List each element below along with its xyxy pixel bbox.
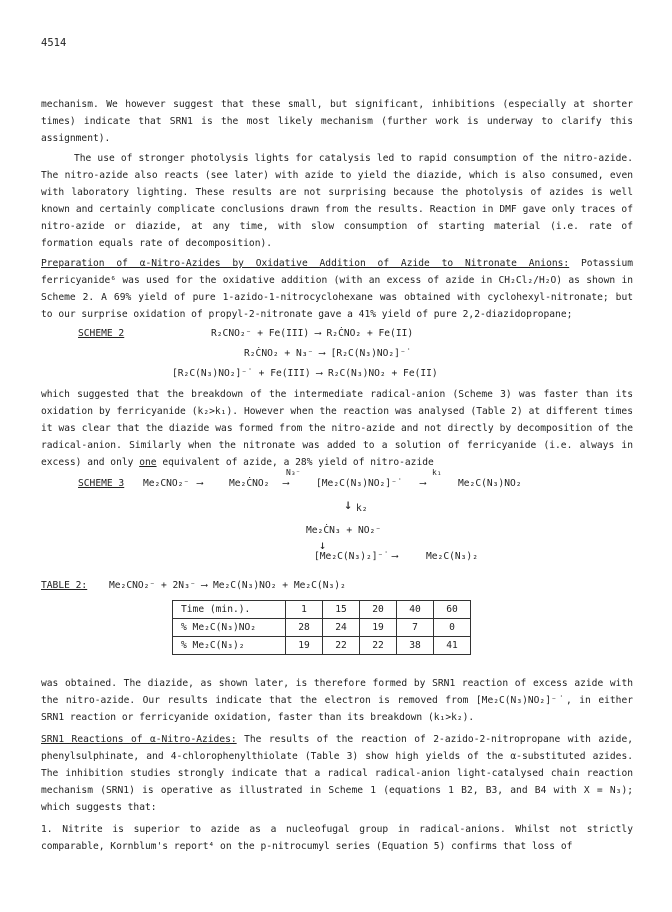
- table-cell: 22: [360, 637, 397, 655]
- paragraph-4-text: was obtained. The diazide, as shown later, is therefore formed by SRN1 reaction of excess azide with the nitro-azide. Our results indicate that the electron is removed from [Me₂C(N₃)NO₂]⁻˙, in either SRN1 reaction or ferricyanide oxidation, faster than its breakdown (k₁>k₂).: [41, 678, 633, 724]
- section-2-body: The results of the reaction of 2-azido-2-nitropropane with azide, phenylsulphinate, and 4-chlorophenylthiolate (Table 3) show high yields of the α-substituted azides. The inhibition studies strongly indicate that a radical radical-anion light-catalysed chain reaction mechanism (SRN1) is operative as illustrated in Scheme 1 (equations 1 B2, B3, and B4 with X = N₃); which suggests that:: [41, 734, 634, 814]
- table-cell: 22: [323, 637, 360, 655]
- table-cell: 24: [323, 619, 360, 637]
- scheme-3-diazide-radical-anion: [Me₂C(N₃)₂]⁻˙: [314, 551, 390, 562]
- table-cell: 0: [434, 619, 471, 637]
- scheme-2-label: SCHEME 2: [78, 328, 125, 339]
- scheme-3-diazide: Me₂C(N₃)₂: [426, 551, 478, 562]
- table-row: [173, 637, 471, 655]
- paragraph-1: [41, 96, 633, 147]
- table-cell: 38: [397, 637, 434, 655]
- paragraph-2-text: The use of stronger photolysis lights for catalysis led to rapid consumption of the nitro-azide. The nitro-azide also reacts (see later) with azide to yield the diazide, which is also consumed, even with laboratory lighting. These results are not surprising because the photolysis of azides is well known and certainly complicate conclusions drawn from the results. Reaction in DMF gave only traces of nitro-azide or diazide, at any time, with slow consumption of starting material (i.e. rate of formation equals rate of decomposition).: [41, 153, 633, 250]
- section-1-heading: Preparation of α-Nitro-Azides by Oxidative Addition of Azide to Nitronate Anions:: [41, 258, 570, 269]
- table-cell: % Me₂C(N₃)NO₂: [173, 619, 286, 637]
- table-2-equation: Me₂CNO₂⁻ + 2N₃⁻ ⟶ Me₂C(N₃)NO₂ + Me₂C(N₃)₂: [109, 580, 346, 591]
- section-1-body: Potassium ferricyanide⁶ was used for the oxidative addition (with an excess of azide in CH₂Cl₂/H₂O) as shown in Scheme 2. A 69% yield of pure 1-azido-1-nitrocyclohexane was obtained with cyclohexyl-nitronate; but to our surprise oxidation of propyl-2-nitronate gave a 41% yield of pure 2,2-diazidopropane;: [41, 258, 633, 321]
- section-preparation: [41, 255, 633, 323]
- table-cell: 15: [323, 601, 360, 619]
- scheme-3-arrow-1: ⟶: [197, 478, 203, 489]
- scheme-3-azide-reagent: N₃⁻: [286, 468, 301, 477]
- table-cell: Time (min.).: [173, 601, 286, 619]
- paragraph-3-text: which suggested that the breakdown of the intermediate radical-anion (Scheme 3) was faster than its oxidation by ferricyanide (k₂>k₁). However when the reaction was analysed (Table 2) at different times it was clear that the diazide was formed from the nitro-azide and not directly by decomposition of the radical-anion. Similarly when the nitronate was added to a solution of ferricyanide (i.e. always in excess) and only: [41, 389, 633, 469]
- table-cell: % Me₂C(N₃)₂: [173, 637, 286, 655]
- table-cell: 20: [360, 601, 397, 619]
- scheme-2-line-1: R₂CNO₂⁻ + Fe(III) ⟶ R₂ĊNO₂ + Fe(II): [211, 328, 414, 339]
- scheme-3-radical: Me₂ĊNO₂: [229, 478, 270, 489]
- page-number: 4514: [41, 37, 67, 49]
- scheme-3-arrow-k1: ⟶: [420, 478, 426, 489]
- paragraph-3: [41, 386, 633, 471]
- table-cell: 60: [434, 601, 471, 619]
- scheme-3-radical-anion: [Me₂C(N₃)NO₂]⁻˙: [316, 478, 403, 489]
- table-cell: 1: [286, 601, 323, 619]
- table-2: [172, 600, 471, 655]
- table-cell: 40: [397, 601, 434, 619]
- scheme-3-arrow-3: ⟶: [392, 551, 398, 562]
- scheme-3-arrow-2: ⟶: [283, 478, 289, 489]
- scheme-2-line-2: R₂ĊNO₂ + N₃⁻ ⟶ [R₂C(N₃)NO₂]⁻˙: [244, 348, 412, 359]
- paragraph-3-tail: equivalent of azide, a 28% yield of nitro-azide: [162, 457, 434, 469]
- table-cell: 41: [434, 637, 471, 655]
- paragraph-3-emphasis: one: [139, 457, 157, 469]
- section-2-heading: SRN1 Reactions of α-Nitro-Azides:: [41, 734, 237, 745]
- section-srn1: [41, 731, 633, 816]
- table-cell: 28: [286, 619, 323, 637]
- scheme-2-line-3: [R₂C(N₃)NO₂]⁻˙ + Fe(III) ⟶ R₂C(N₃)NO₂ + Fe(II): [172, 368, 438, 379]
- scheme-3-k2-label: k₂: [356, 503, 368, 514]
- table-row: [173, 619, 471, 637]
- scheme-3-arrow-down: ↓: [319, 538, 327, 552]
- table-cell: 7: [397, 619, 434, 637]
- scheme-3-nitro-azide: Me₂C(N₃)NO₂: [458, 478, 522, 489]
- numbered-item-1-text: 1. Nitrite is superior to azide as a nucleofugal group in radical-anions. Whilst not strictly comparable, Kornblum's report⁴ on the p-nitrocumyl series (Equation 5) confirms that loss of: [41, 824, 633, 853]
- paragraph-2: [41, 150, 633, 253]
- table-2-label: TABLE 2:: [41, 580, 88, 591]
- table-cell: 19: [286, 637, 323, 655]
- paragraph-4: [41, 675, 633, 726]
- scheme-3-k1-label: k₁: [432, 468, 442, 477]
- scheme-3-arrow-k2: ↓: [344, 497, 353, 513]
- scheme-3-label: SCHEME 3: [78, 478, 125, 489]
- table-cell: 19: [360, 619, 397, 637]
- scheme-3-cleavage-products: Me₂ĊN₃ + NO₂⁻: [306, 525, 382, 536]
- paragraph-1-text: mechanism. We however suggest that these small, but significant, inhibitions (especially at shorter times) indicate that SRN1 is the most likely mechanism (further work is underway to clarify this assignment).: [41, 99, 633, 145]
- table-header-row: [173, 601, 471, 619]
- numbered-item-1: [41, 821, 633, 855]
- scheme-3-nitronate: Me₂CNO₂⁻: [143, 478, 190, 489]
